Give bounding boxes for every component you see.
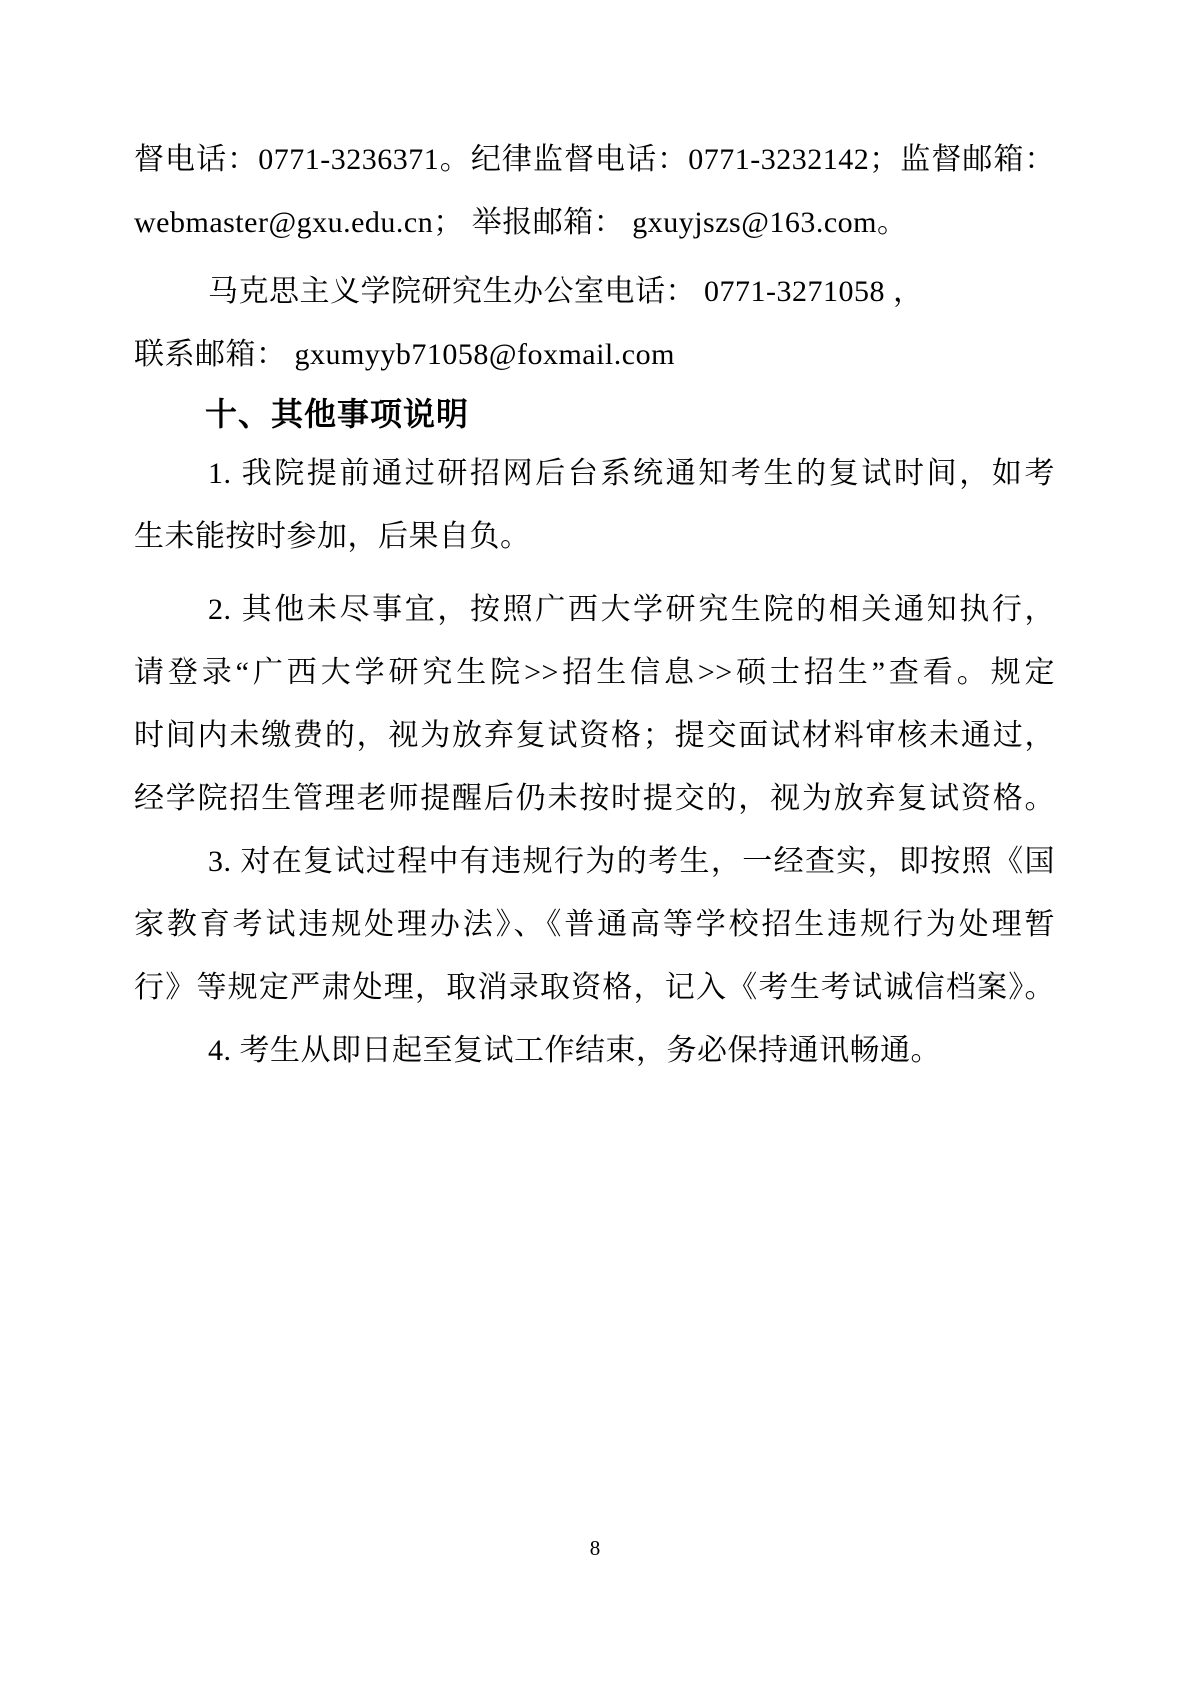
paragraph-line: 马克思主义学院研究生办公室电话： 0771-3271058 ，	[208, 275, 924, 308]
list-item-line: 时间内未缴费的，视为放弃复试资格；提交面试材料审核未通过，	[134, 719, 1055, 752]
paragraph-line: webmaster@gxu.edu.cn； 举报邮箱： gxuyjszs@163.com。	[134, 206, 908, 239]
paragraph-line: 督电话：0771-3236371。纪律监督电话：0771-3232142；监督邮箱：	[134, 143, 1055, 176]
paragraph-line: 联系邮箱： gxumyyb71058@foxmail.com	[134, 338, 675, 371]
list-item-line: 请登录“广西大学研究生院>>招生信息>>硕士招生”查看。规定	[134, 656, 1055, 689]
list-item-line: 4. 考生从即日起至复试工作结束，务必保持通讯畅通。	[208, 1034, 941, 1067]
list-item-line: 1. 我院提前通过研招网后台系统通知考生的复试时间，如考	[208, 457, 1055, 490]
list-item-line: 2. 其他未尽事宜，按照广西大学研究生院的相关通知执行，	[208, 593, 1055, 626]
section-heading: 十、其他事项说明	[205, 396, 470, 432]
list-item-line: 家教育考试违规处理办法》、《普通高等学校招生违规行为处理暂	[134, 908, 1055, 941]
page-number: 8	[589, 1536, 601, 1560]
list-item-line: 行》等规定严肃处理，取消录取资格，记入《考生考试诚信档案》。	[134, 971, 1055, 1004]
list-item-line: 生未能按时参加，后果自负。	[134, 520, 531, 553]
document-body	[134, 128, 1055, 1082]
list-item-line: 3. 对在复试过程中有违规行为的考生，一经查实，即按照《国	[208, 845, 1055, 878]
list-item-line: 经学院招生管理老师提醒后仍未按时提交的，视为放弃复试资格。	[134, 782, 1055, 815]
